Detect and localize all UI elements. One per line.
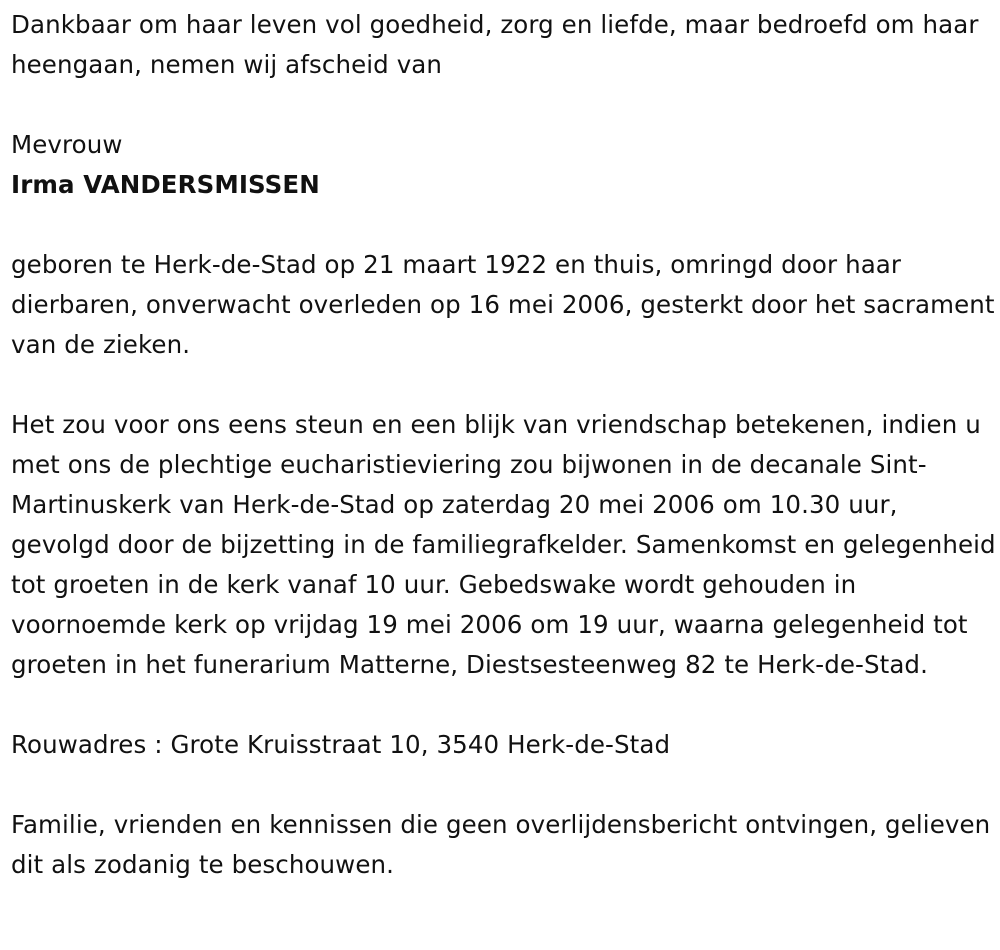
birth-death-paragraph: geboren te Herk-de-Stad op 21 maart 1922 en thuis, omringd door haar dierbaren, onverwacht overleden op 16 mei 2006, gesterkt door het sacrament van de zieken.	[11, 250, 995, 359]
spacer	[11, 205, 996, 245]
spacer	[11, 365, 996, 405]
ceremony-paragraph: Het zou voor ons eens steun en een blijk van vriendschap betekenen, indien u met ons de plechtige eucharistieviering zou bijwonen in de decanale Sint-Martinuskerk van Herk-de-Stad op zaterdag 20 mei 2006 om 10.30 uur, gevolgd door de bijzetting in de familiegrafkelder. Samenkomst en gelegenheid tot groeten in de kerk vanaf 10 uur. Gebedswake wordt gehouden in voornoemde kerk op vrijdag 19 mei 2006 om 19 uur, waarna gelegenheid tot groeten in het funerarium Matterne, Diestsesteenweg 82 te Herk-de-Stad.	[11, 410, 996, 679]
deceased-name: Irma VANDERSMISSEN	[11, 170, 320, 199]
spacer	[11, 765, 996, 805]
spacer	[11, 85, 996, 125]
spacer	[11, 685, 996, 725]
intro-paragraph: Dankbaar om haar leven vol goedheid, zorg en liefde, maar bedroefd om haar heengaan, nemen wij afscheid van	[11, 10, 979, 79]
closing-paragraph: Familie, vrienden en kennissen die geen overlijdensbericht ontvingen, gelieven dit als zodanig te beschouwen.	[11, 810, 991, 879]
honorific: Mevrouw	[11, 130, 123, 159]
mourning-address: Rouwadres : Grote Kruisstraat 10, 3540 Herk-de-Stad	[11, 730, 671, 759]
obituary-notice	[11, 5, 996, 885]
